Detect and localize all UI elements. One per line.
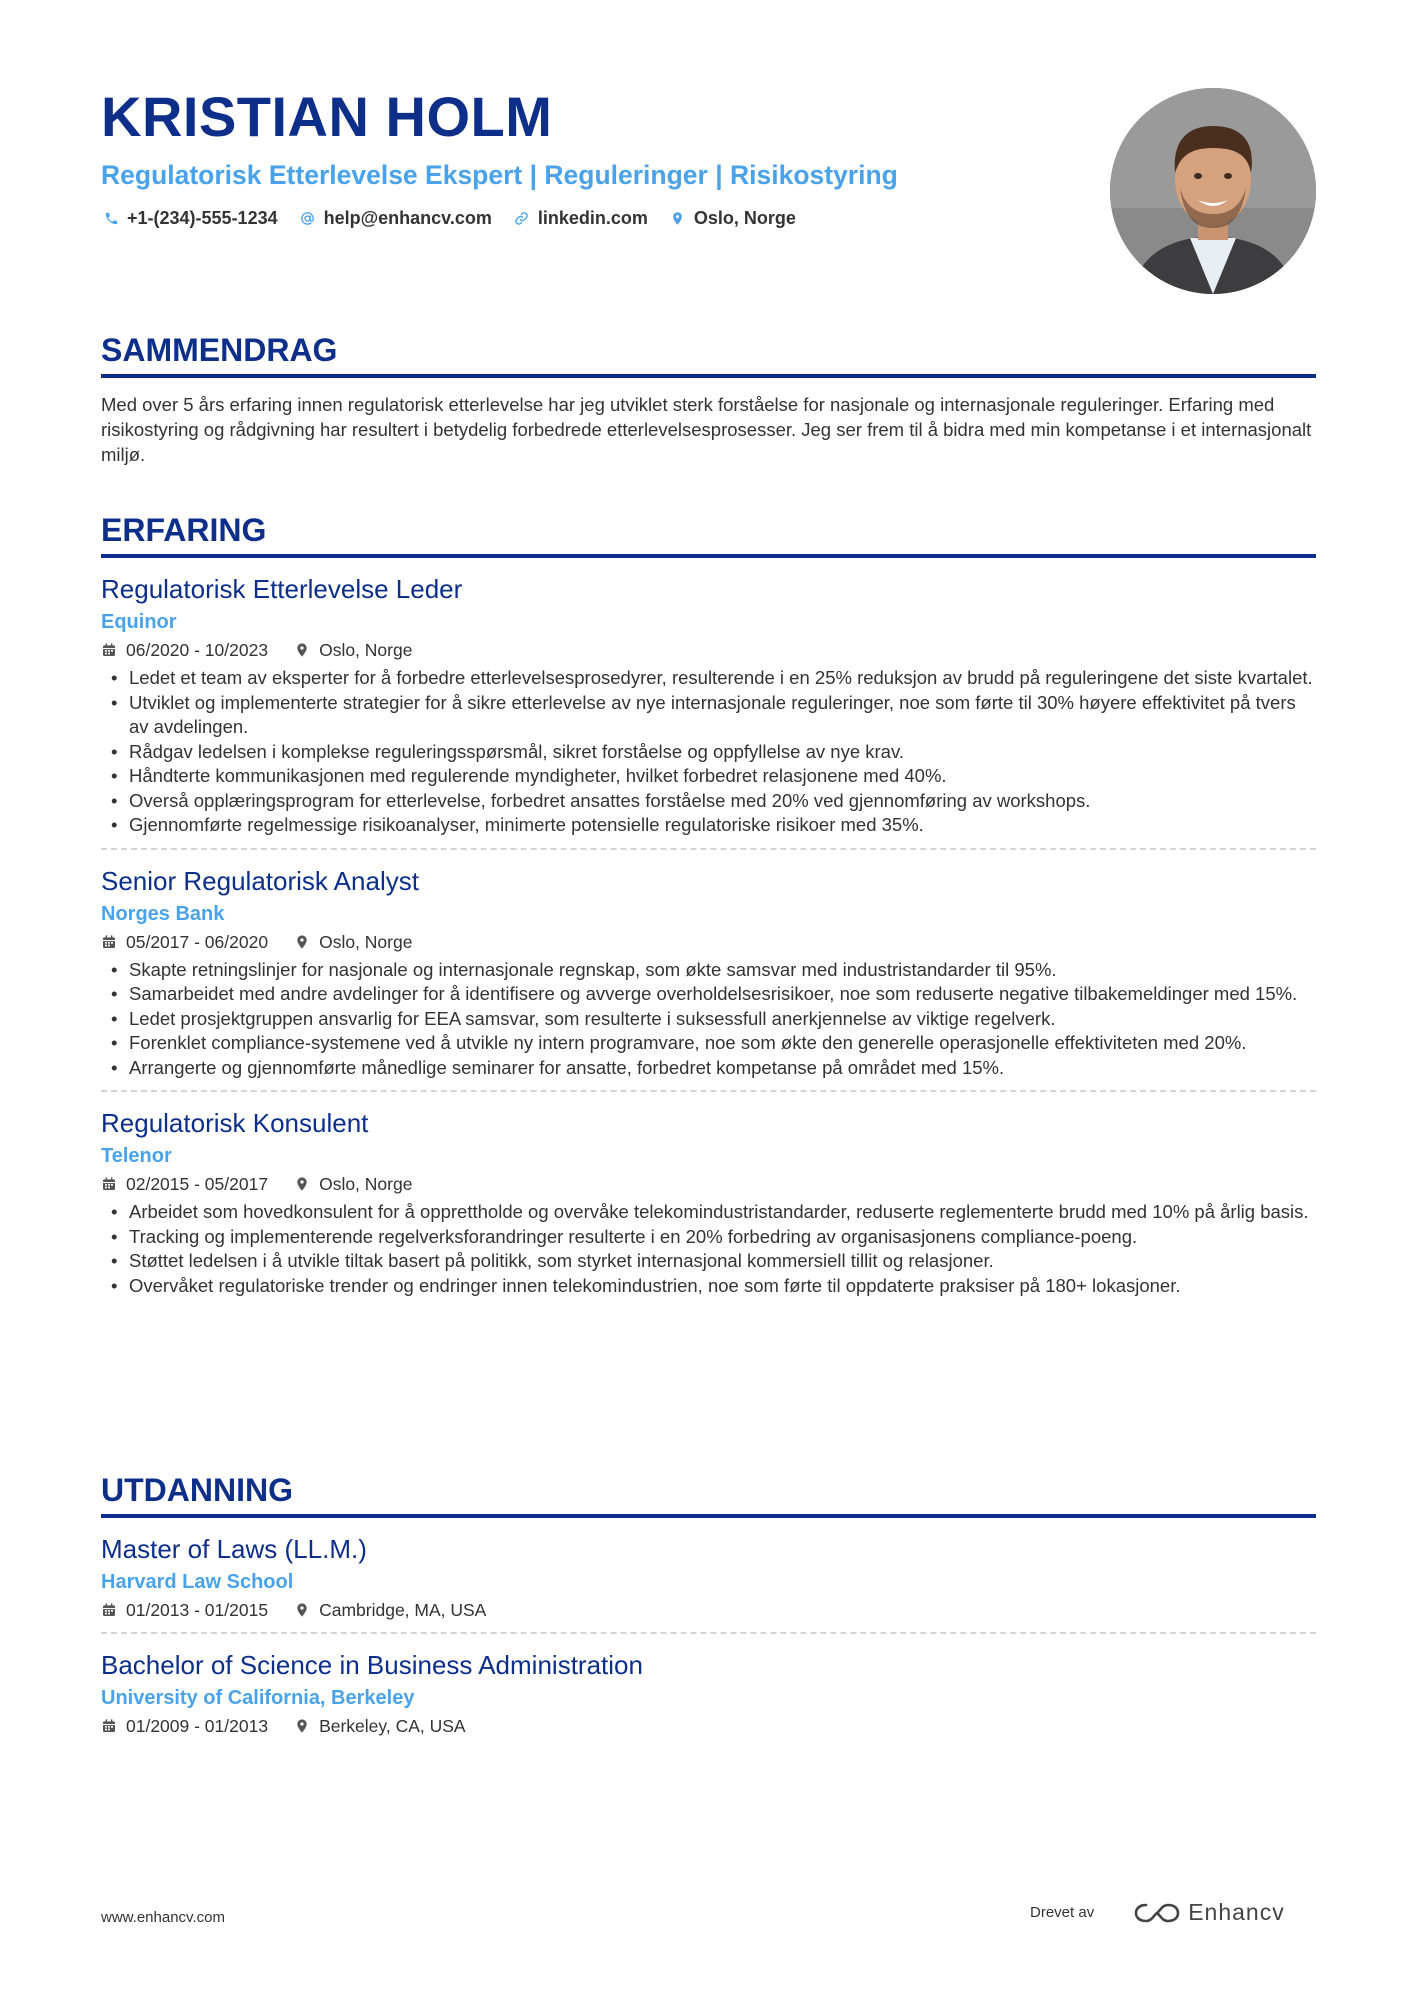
job-meta bbox=[101, 1172, 1316, 1196]
location-pin-icon bbox=[294, 1602, 310, 1618]
bullet-item: • Arbeidet som hovedkonsulent for å opprettholde og overvåke telekomindustristandarder, reduserte reglementerte brudd med 10% på årlig basis. bbox=[101, 1200, 1316, 1225]
bullet-item: • Støttet ledelsen i å utvikle tiltak basert på politikk, som styrket internasjonal kommersiell tillit og relasjoner. bbox=[101, 1249, 1316, 1274]
education-entry bbox=[101, 1518, 1316, 1634]
job-role: Regulatorisk Konsulent bbox=[101, 1108, 369, 1138]
linkedin-text: linkedin.com bbox=[537, 208, 648, 228]
candidate-headline: Regulatorisk Etterlevelse Ekspert | Reguleringer | Risikostyring bbox=[101, 160, 898, 190]
job-meta bbox=[101, 930, 1316, 954]
at-icon bbox=[298, 209, 318, 229]
job-bullets bbox=[101, 1200, 1316, 1298]
education-dates bbox=[101, 1598, 268, 1622]
bullet-item: • Gjennomførte regelmessige risikoanalyser, minimerte potensielle regulatoriske risikoer med 35%. bbox=[101, 813, 1316, 838]
job-location-text: Oslo, Norge bbox=[319, 1174, 413, 1194]
bullet-item: • Overså opplæringsprogram for etterlevelse, forbedret ansattes forståelse med 20% ved gjennomføring av workshops. bbox=[101, 789, 1316, 814]
bullet-item: • Samarbeidet med andre avdelinger for å identifisere og avverge overholdelsesrisikoer, noe som reduserte negative tilbakemeldinger med 15%. bbox=[101, 982, 1316, 1007]
education-dates bbox=[101, 1714, 268, 1738]
location-pin-icon bbox=[294, 1718, 310, 1734]
education-location-text: Cambridge, MA, USA bbox=[319, 1600, 487, 1620]
calendar-icon bbox=[101, 1176, 117, 1192]
education-meta bbox=[101, 1598, 1316, 1622]
contact-email[interactable] bbox=[298, 208, 492, 229]
contact-linkedin[interactable] bbox=[512, 208, 648, 229]
bullet-item: • Tracking og implementerende regelverksforandringer resulterte i en 20% forbedring av organisasjonens compliance-poeng. bbox=[101, 1225, 1316, 1250]
job-meta bbox=[101, 638, 1316, 662]
job-bullets bbox=[101, 666, 1316, 838]
education-location bbox=[294, 1598, 486, 1622]
job-location-text: Oslo, Norge bbox=[319, 640, 413, 660]
enhancv-logo-text: Enhancv bbox=[1188, 1899, 1285, 1925]
education-location-text: Berkeley, CA, USA bbox=[319, 1716, 466, 1736]
job-location-text: Oslo, Norge bbox=[319, 931, 413, 952]
job-entry bbox=[101, 558, 1316, 850]
job-dates bbox=[101, 1172, 268, 1196]
bullet-item: • Overvåket regulatoriske trender og endringer innen telekomindustrien, noe som førte til oppdaterte praksiser på 180+ lokasjoner. bbox=[101, 1274, 1316, 1299]
education-school: Harvard Law School bbox=[101, 1571, 294, 1593]
job-dates bbox=[101, 638, 268, 662]
summary-section bbox=[101, 330, 1316, 467]
email-text: help@enhancv.com bbox=[323, 208, 492, 228]
location-pin-icon bbox=[294, 1176, 310, 1192]
education-dates-text: 01/2009 - 01/2013 bbox=[126, 1716, 269, 1736]
job-location bbox=[294, 930, 412, 954]
education-location bbox=[294, 1714, 466, 1738]
bullet-item: • Ledet et team av eksperter for å forbedre etterlevelsesprosedyrer, resulterende i en 25% reduksjon av brudd på reguleringene det siste kvartalet. bbox=[101, 666, 1316, 691]
candidate-name: KRISTIAN HOLM bbox=[101, 85, 553, 148]
enhancv-logo-icon bbox=[1134, 1901, 1180, 1925]
job-role: Senior Regulatorisk Analyst bbox=[101, 865, 419, 896]
job-company: Telenor bbox=[101, 1145, 172, 1167]
job-location bbox=[294, 638, 412, 662]
contact-location bbox=[668, 208, 796, 229]
education-school: University of California, Berkeley bbox=[101, 1687, 415, 1709]
job-dates bbox=[101, 930, 268, 954]
job-entry bbox=[101, 850, 1316, 1093]
bullet-item: • Rådgav ledelsen i komplekse reguleringsspørsmål, sikret forståelse og oppfyllelse av nye krav. bbox=[101, 740, 1316, 765]
phone-text: +1-(234)-555-1234 bbox=[127, 208, 278, 228]
avatar bbox=[1110, 88, 1316, 294]
location-pin-icon bbox=[294, 642, 310, 658]
calendar-icon bbox=[101, 934, 117, 950]
calendar-icon bbox=[101, 1602, 117, 1618]
summary-text: Med over 5 års erfaring innen regulatorisk etterlevelse har jeg utviklet sterk forståelse for nasjonale og internasjonale reguleringer. Erfaring med risikostyring og rådgivning har resultert i betydelig forbedrede etterlevelsesprosesser. Jeg ser frem til å bidra med min kompetanse i et internasjonalt miljø. bbox=[101, 394, 1312, 465]
education-degree: Bachelor of Science in Business Administration bbox=[101, 1650, 643, 1680]
location-text: Oslo, Norge bbox=[693, 208, 796, 228]
footer-website[interactable]: www.enhancv.com bbox=[101, 1909, 225, 1926]
calendar-icon bbox=[101, 642, 117, 658]
resume-header bbox=[101, 82, 1101, 229]
contact-bar bbox=[101, 208, 1101, 229]
contact-phone[interactable] bbox=[101, 208, 278, 229]
link-icon bbox=[512, 209, 532, 229]
bullet-item: • Arrangerte og gjennomførte månedlige seminarer for ansatte, forbedret kompetanse på området med 15%. bbox=[101, 1056, 1316, 1081]
job-bullets bbox=[101, 958, 1316, 1081]
education-title: UTDANNING bbox=[101, 1470, 1316, 1518]
job-company: Equinor bbox=[101, 611, 177, 633]
education-meta bbox=[101, 1714, 1316, 1738]
powered-by-label: Drevet av bbox=[1030, 1904, 1095, 1921]
bullet-item: • Ledet prosjektgruppen ansvarlig for EEA samsvar, som resulterte i suksessfull anerkjennelse av viktige regelverk. bbox=[101, 1007, 1316, 1032]
education-entry bbox=[101, 1634, 1316, 1748]
education-dates-text: 01/2013 - 01/2015 bbox=[126, 1600, 269, 1620]
education-degree: Master of Laws (LL.M.) bbox=[101, 1534, 367, 1564]
bullet-item: • Forenklet compliance-systemene ved å utvikle ny intern programvare, noe som økte den generelle operasjonelle effektiviteten med 20%. bbox=[101, 1031, 1316, 1056]
bullet-item: • Skapte retningslinjer for nasjonale og internasjonale regnskap, som økte samsvar med industristandarder til 95%. bbox=[101, 958, 1316, 983]
experience-title: ERFARING bbox=[101, 510, 1316, 558]
enhancv-logo[interactable] bbox=[1134, 1899, 1285, 1926]
phone-icon bbox=[101, 209, 121, 229]
job-dates-text: 02/2015 - 05/2017 bbox=[126, 1174, 269, 1194]
summary-title: SAMMENDRAG bbox=[101, 330, 1316, 378]
job-role: Regulatorisk Etterlevelse Leder bbox=[101, 574, 463, 604]
job-dates-text: 05/2017 - 06/2020 bbox=[126, 931, 269, 952]
job-company: Norges Bank bbox=[101, 902, 225, 925]
education-section bbox=[101, 1470, 1316, 1748]
bullet-item: • Håndterte kommunikasjonen med regulerende myndigheter, hvilket forbedret relasjonene med 40%. bbox=[101, 764, 1316, 789]
job-location bbox=[294, 1172, 412, 1196]
bullet-item: • Utviklet og implementerte strategier for å sikre etterlevelse av nye internasjonale reguleringer, noe som førte til 30% høyere effektivitet på tvers av avdelingen. bbox=[101, 691, 1316, 740]
location-pin-icon bbox=[294, 934, 310, 950]
calendar-icon bbox=[101, 1718, 117, 1734]
location-pin-icon bbox=[668, 209, 688, 229]
job-entry bbox=[101, 1092, 1316, 1308]
experience-section bbox=[101, 510, 1316, 1308]
footer-branding bbox=[1030, 1899, 1285, 1926]
job-dates-text: 06/2020 - 10/2023 bbox=[126, 640, 269, 660]
